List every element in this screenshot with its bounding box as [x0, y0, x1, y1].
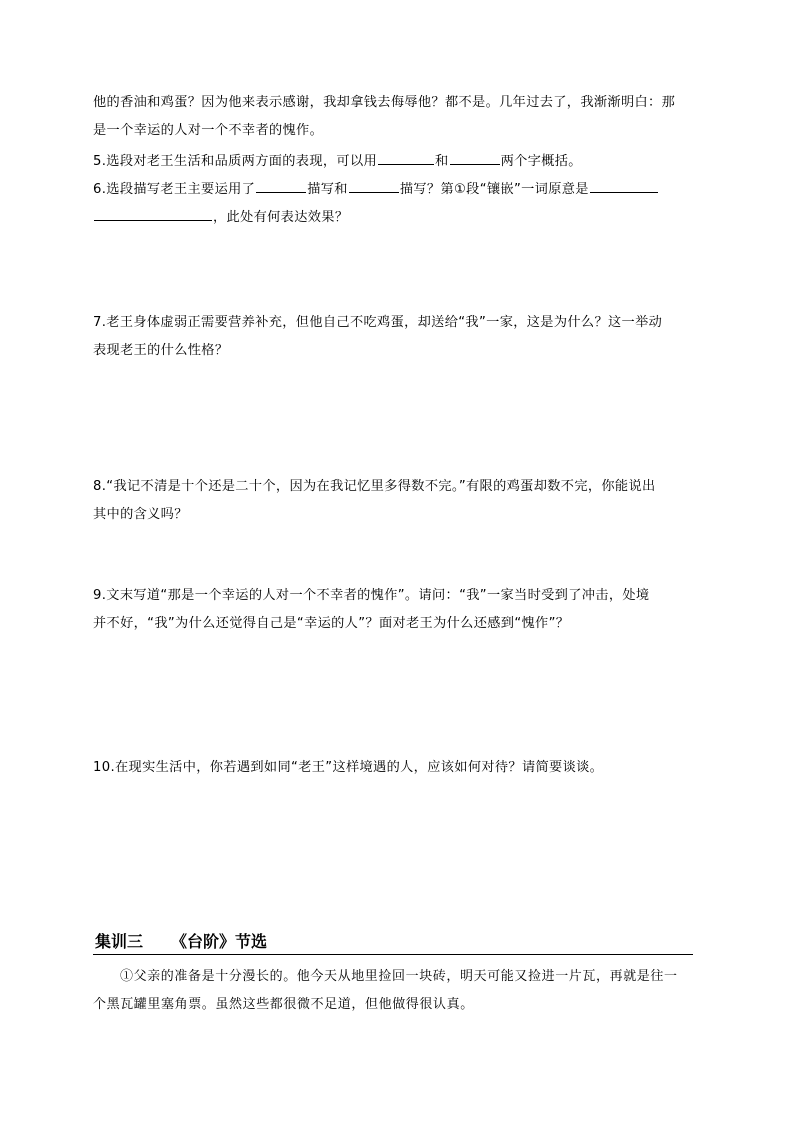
excerpt-line: 个黑瓦罐里塞角票。虽然这些都很微不足道，但他做得很认真。: [93, 997, 474, 1012]
question-8-line: 其中的含义吗？: [93, 507, 188, 522]
question-5-text: 两个字概括。: [500, 154, 582, 169]
question-9-line: 9.文末写道“那是一个幸运的人对一个不幸者的愧作”。请问：“我”一家当时受到了冲击，处境: [93, 588, 650, 603]
question-5: [93, 150, 703, 171]
question-5-text: 5.选段对老王生活和品质两方面的表现，可以用: [93, 154, 378, 169]
question-10-line: 10.在现实生活中，你若遇到如同“老王”这样境遇的人，应该如何对待？请简要谈谈。: [93, 760, 604, 775]
question-6-text: ，此处有何表达效果？: [213, 210, 349, 225]
answer-blank[interactable]: [590, 178, 658, 193]
section-title: 《台阶》节选: [171, 932, 268, 951]
question-6-text: 描写？第①段“镶嵌”一词原意是: [399, 182, 589, 197]
question-9-line: 并不好，“我”为什么还觉得自己是“幸运的人”？面对老王为什么还感到“愧作”？: [93, 616, 570, 631]
question-6-cont: [93, 206, 703, 227]
question-6-text: 6.选段描写老王主要运用了: [93, 182, 256, 197]
section-label: 集训三: [95, 932, 144, 951]
answer-blank[interactable]: [349, 178, 399, 193]
question-8-line: 8.“我记不清是十个还是二十个，因为在我记忆里多得数不完。”有限的鸡蛋却数不完，你能说出: [93, 479, 656, 494]
answer-blank[interactable]: [378, 150, 434, 165]
question-7-line: 7.老王身体虚弱正需要营养补充，但他自己不吃鸡蛋，却送给“我”一家，这是为什么？这一举动: [93, 315, 663, 330]
question-6: [93, 178, 703, 199]
answer-blank[interactable]: [256, 178, 306, 193]
answer-blank[interactable]: [94, 206, 212, 221]
passage-line: 是一个幸运的人对一个不幸者的愧作。: [93, 123, 324, 138]
answer-blank[interactable]: [450, 150, 500, 165]
question-6-text: 描写和: [307, 182, 348, 197]
question-5-text: 和: [435, 154, 449, 169]
section-heading: [93, 930, 693, 955]
excerpt-line: ①父亲的准备是十分漫长的。他今天从地里捡回一块砖，明天可能又捡进一片瓦，再就是往一: [120, 969, 678, 984]
passage-line: 他的香油和鸡蛋？因为他来表示感谢，我却拿钱去侮辱他？都不是。几年过去了，我渐渐明白：那: [93, 95, 676, 110]
question-7-line: 表现老王的什么性格？: [93, 343, 229, 358]
